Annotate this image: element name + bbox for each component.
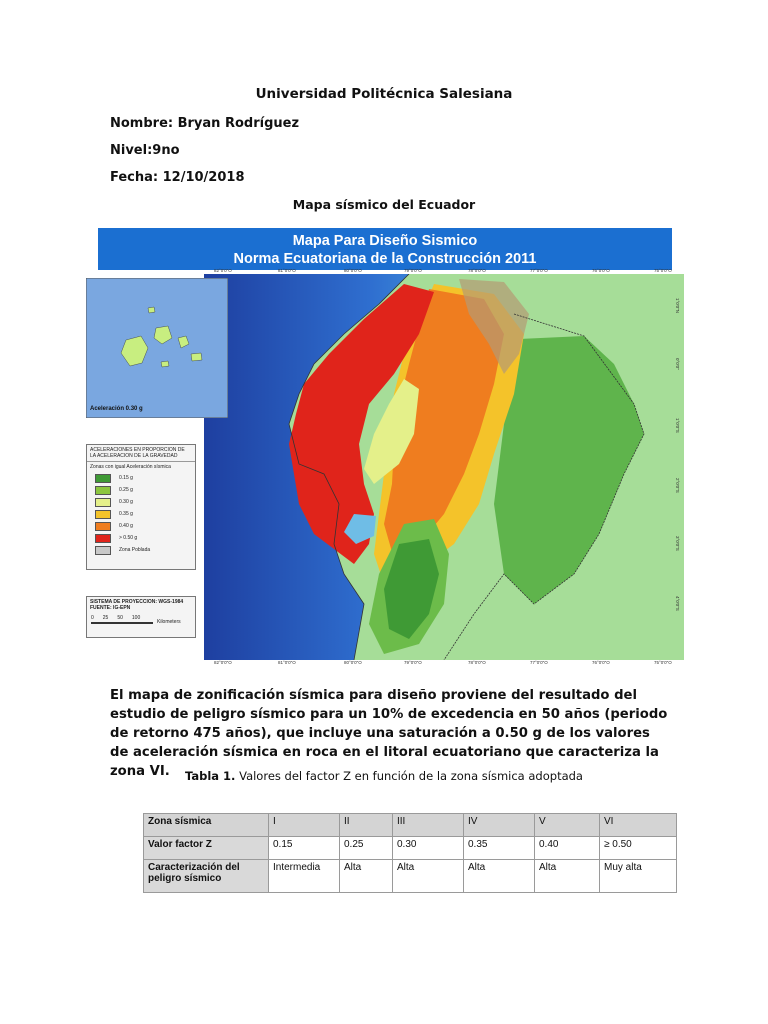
- longitude-label-bottom: 80°0'0"O: [344, 660, 362, 665]
- legend-subtitle: Zonas con igual Aceleración sísmica: [90, 464, 171, 470]
- projection-box: [86, 596, 196, 638]
- student-name: Nombre: Bryan Rodríguez: [110, 116, 300, 131]
- map-title-line1: Mapa Para Diseño Sismico: [292, 233, 478, 249]
- table-cell: Alta: [535, 860, 600, 893]
- table-cell: 0.15: [269, 837, 340, 860]
- longitude-label-bottom: 77°0'0"O: [530, 660, 548, 665]
- table-caption-text: Valores del factor Z en función de la zona sísmica adoptada: [235, 769, 583, 783]
- longitude-label-bottom: 82°0'0"O: [214, 660, 232, 665]
- latitude-label: 2°0'0"S: [675, 478, 680, 493]
- legend-label: Zona Poblada: [119, 547, 151, 553]
- table-cell: 0.25: [340, 837, 393, 860]
- table-cell: 0.35: [464, 837, 535, 860]
- legend-swatch: [95, 522, 111, 531]
- longitude-label-top: 82°0'0"O: [214, 268, 232, 273]
- longitude-label-top: 81°0'0"O: [278, 268, 296, 273]
- document-date: Fecha: 12/10/2018: [110, 170, 245, 185]
- longitude-label-top: 77°0'0"O: [530, 268, 548, 273]
- university-title: Universidad Politécnica Salesiana: [255, 86, 513, 102]
- table-cell: ≥ 0.50: [600, 837, 677, 860]
- table-caption-prefix: Tabla 1.: [185, 769, 236, 783]
- legend-label: > 0.50 g: [119, 535, 138, 541]
- scale-label: 50: [117, 615, 123, 621]
- longitude-label-top: 80°0'0"O: [344, 268, 362, 273]
- scale-label: 100: [131, 615, 141, 621]
- student-level: Nivel:9no: [110, 143, 180, 158]
- legend-item: [87, 520, 195, 532]
- legend-swatch: [95, 498, 111, 507]
- legend-swatch: [95, 510, 111, 519]
- table-row-header: Valor factor Z: [144, 837, 269, 860]
- table-cell: 0.40: [535, 837, 600, 860]
- scale-label: 25: [102, 615, 109, 621]
- longitude-label-bottom: 81°0'0"O: [278, 660, 296, 665]
- z-factor-table: [143, 813, 677, 893]
- table-cell: 0.30: [393, 837, 464, 860]
- table-cell: II: [340, 814, 393, 837]
- legend-item: [87, 508, 195, 520]
- legend-title: ACELERACIONES EN PROPORCION DE LA ACELERACION DE LA GRAVEDAD: [87, 445, 195, 462]
- projection-source: FUENTE: IG-EPN: [90, 605, 131, 611]
- longitude-label-bottom: 75°0'0"O: [654, 660, 672, 665]
- legend-swatch: [95, 546, 111, 555]
- longitude-label-bottom: 76°0'0"O: [592, 660, 610, 665]
- map-caption: Mapa sísmico del Ecuador: [292, 197, 476, 212]
- latitude-label: 1°0'0"N: [675, 298, 680, 314]
- legend-label: 0.30 g: [119, 499, 133, 505]
- legend-swatch: [95, 486, 111, 495]
- inset-acceleration-label: Aceleración 0.30 g: [90, 406, 143, 412]
- latitude-label: 3°0'0"S: [675, 536, 680, 551]
- longitude-label-top: 76°0'0"O: [592, 268, 610, 273]
- table-cell: Intermedia: [269, 860, 340, 893]
- longitude-label-bottom: 78°0'0"O: [468, 660, 486, 665]
- scale-bar: [91, 613, 191, 629]
- table-caption: [0, 769, 768, 783]
- legend-swatch: [95, 474, 111, 483]
- table-cell: Alta: [464, 860, 535, 893]
- table-row: [144, 814, 677, 837]
- legend-label: 0.40 g: [119, 523, 133, 529]
- latitude-label: 0°0'0": [675, 358, 680, 370]
- legend-item: [87, 532, 195, 544]
- latitude-label: 4°0'0"S: [675, 596, 680, 611]
- table-row: [144, 837, 677, 860]
- table-cell: I: [269, 814, 340, 837]
- legend-swatch: [95, 534, 111, 543]
- scale-label: 0: [91, 615, 94, 621]
- map-title-line2: Norma Ecuatoriana de la Construcción 2011: [233, 251, 537, 267]
- table-row-header: Zona sísmica: [144, 814, 269, 837]
- legend-item: [87, 484, 195, 496]
- latitude-label: 1°0'0"S: [675, 418, 680, 433]
- legend-item: [87, 544, 195, 556]
- longitude-label-top: 75°0'0"O: [654, 268, 672, 273]
- scale-unit: Kilometers: [157, 619, 181, 625]
- legend-item: [87, 472, 195, 484]
- table-cell: Muy alta: [600, 860, 677, 893]
- legend-label: 0.25 g: [119, 487, 133, 493]
- table-row-header: Caracterización del peligro sísmico: [144, 860, 269, 893]
- table-cell: Alta: [393, 860, 464, 893]
- galapagos-inset: [86, 278, 228, 418]
- table-cell: III: [393, 814, 464, 837]
- zoning-map: [204, 274, 684, 660]
- longitude-label-top: 79°0'0"O: [404, 268, 422, 273]
- longitude-label-top: 78°0'0"O: [468, 268, 486, 273]
- table-row: [144, 860, 677, 893]
- seismic-map-figure: [68, 228, 700, 668]
- legend-label: 0.15 g: [119, 475, 133, 481]
- projection-system: SISTEMA DE PROYECCION: WGS-1984: [90, 599, 184, 605]
- legend-item: [87, 496, 195, 508]
- map-title-banner: [98, 228, 672, 270]
- table-cell: IV: [464, 814, 535, 837]
- table-cell: VI: [600, 814, 677, 837]
- legend-label: 0.35 g: [119, 511, 133, 517]
- map-legend: [86, 444, 196, 570]
- description-paragraph: El mapa de zonificación sísmica para diseño proviene del resultado del estudio de peligro sísmico para un 10% de excedencia en 50 años (periodo de retorno 475 años), que incluye una saturación a 0.50 g de los valores de aceleración sísmica en roca en el litoral ecuatoriano que caracteriza la zona VI.: [110, 688, 668, 779]
- table-cell: Alta: [340, 860, 393, 893]
- table-cell: V: [535, 814, 600, 837]
- longitude-label-bottom: 79°0'0"O: [404, 660, 422, 665]
